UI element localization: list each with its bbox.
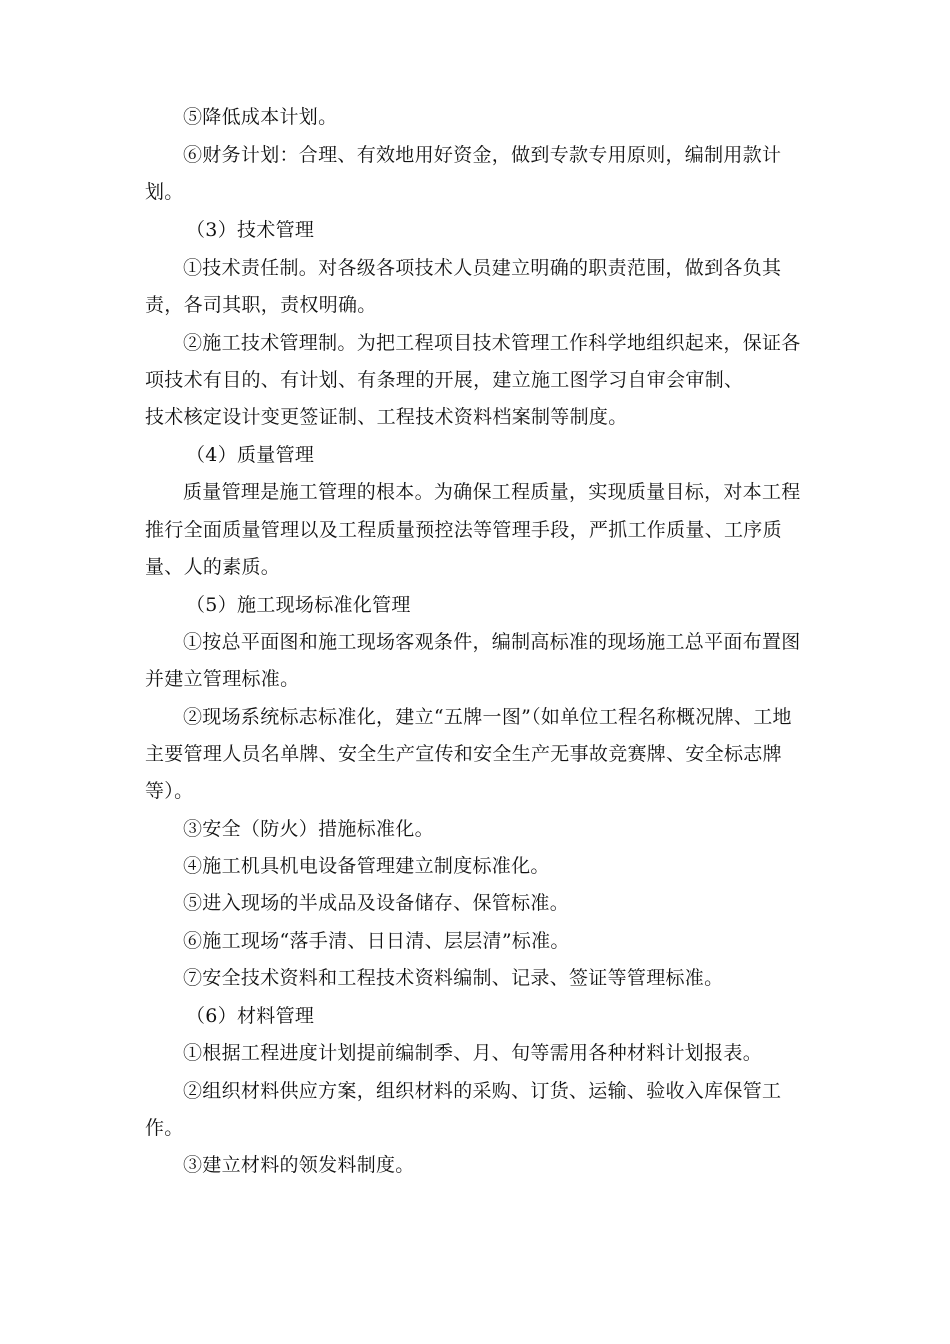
text-line: 并建立管理标准。 [145,668,300,690]
text-line: 推行全面质量管理以及工程质量预控法等管理手段，严抓工作质量、工序质 [145,519,782,541]
text-line: ③安全（防火）措施标准化。 [183,818,434,840]
text-line: ⑥财务计划：合理、有效地用好资金，做到专款专用原则，编制用款计 [183,144,782,166]
text-line: 作。 [145,1117,184,1139]
section-heading: （3）技术管理 [186,219,315,241]
text-line: ②施工技术管理制。为把工程项目技术管理工作科学地组织起来，保证各 [183,332,801,354]
text-line: ⑤降低成本计划。 [183,106,338,128]
text-line: ③建立材料的领发料制度。 [183,1154,415,1176]
text-line: ⑥施工现场“落手清、日日清、层层清”标准。 [183,930,570,952]
text-line: 主要管理人员名单牌、安全生产宣传和安全生产无事故竞赛牌、安全标志牌 [145,743,782,765]
text-line: ①根据工程进度计划提前编制季、月、旬等需用各种材料计划报表。 [183,1042,763,1064]
section-heading: （5）施工现场标准化管理 [186,594,411,616]
text-line: ②组织材料供应方案，组织材料的采购、订货、运输、验收入库保管工 [183,1080,782,1102]
text-line: ⑤进入现场的半成品及设备储存、保管标准。 [183,892,570,914]
text-line: ②现场系统标志标准化，建立“五牌一图”（如单位工程名称概况牌、工地 [183,706,792,728]
text-line: 量、人的素质。 [145,556,281,578]
text-line: 质量管理是施工管理的根本。为确保工程质量，实现质量目标，对本工程 [183,481,801,503]
section-heading: （4）质量管理 [186,444,315,466]
text-line: 项技术有目的、有计划、有条理的开展，建立施工图学习自审会审制、 [145,369,744,391]
text-line: ⑦安全技术资料和工程技术资料编制、记录、签证等管理标准。 [183,967,724,989]
text-line: ①技术责任制。对各级各项技术人员建立明确的职责范围，做到各负其 [183,257,782,279]
section-heading: （6）材料管理 [186,1005,315,1027]
text-line: 划。 [145,181,184,203]
text-line: ④施工机具机电设备管理建立制度标准化。 [183,855,550,877]
text-line: 技术核定设计变更签证制、工程技术资料档案制等制度。 [145,406,628,428]
text-line: ①按总平面图和施工现场客观条件，编制高标准的现场施工总平面布置图 [183,631,801,653]
text-line: 责，各司其职，责权明确。 [145,294,377,316]
text-line: 等）。 [145,780,194,802]
